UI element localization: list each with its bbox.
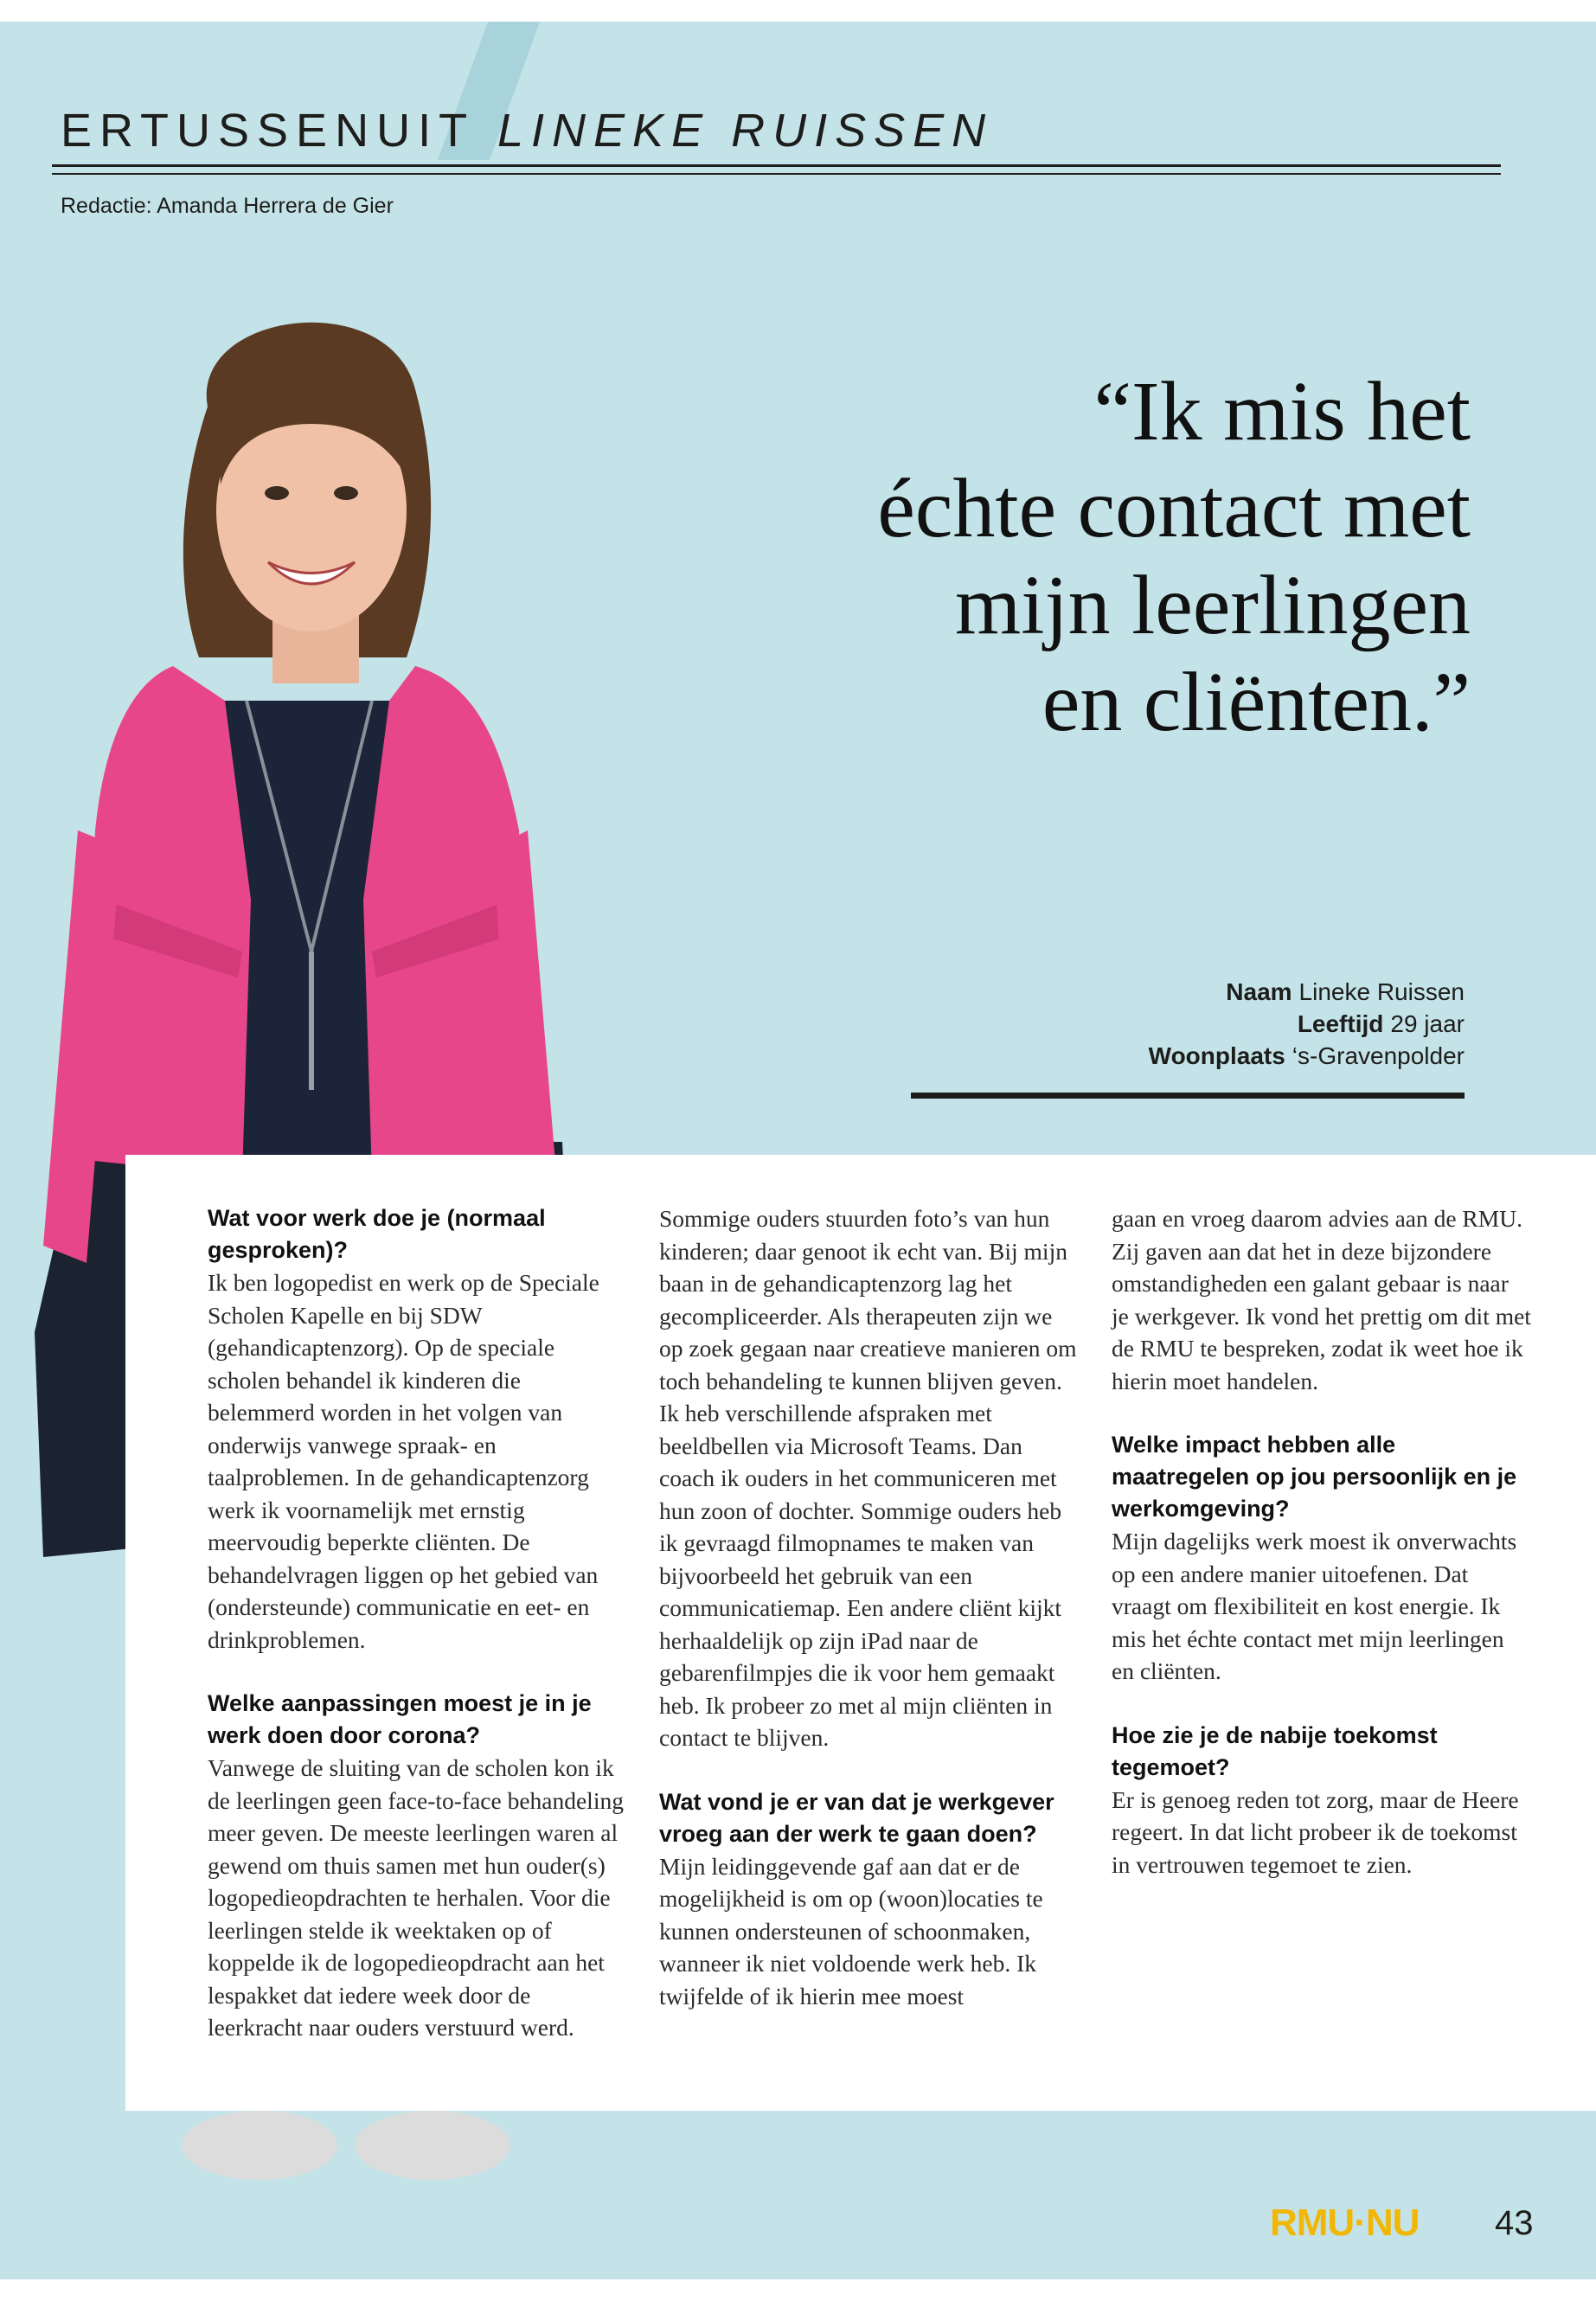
pull-quote-line: échte contact met — [877, 462, 1471, 555]
interview-question: Wat vond je er van dat je werkgever vroeg aan der werk te gaan doen? — [659, 1788, 1054, 1847]
section-title: ERTUSSENUIT — [61, 105, 476, 157]
interview-answer: Sommige ouders stuurden foto’s van hun kinderen; daar genoot ik echt van. Bij mijn baan in de gehandicaptenzorg lag het gecompliceerder. Als therapeuten zijn we op zoek gegaan naar creatieve manieren om toch behandeling te kunnen blijven geven. Ik heb verschillende afspraken met beeldbellen via Microsoft Teams. Dan coach ik ouders in het communiceren met hun zoon of dochter. Sommige ouders heb ik gevraagd filmopnames te maken van bijvoorbeeld het gebruik van een communicatiemap. Een andere cliënt kijkt herhaaldelijk op zijn iPad naar de gebarenfilmpjes die ik voor hem gemaakt heb. Ik probeer zo met al mijn cliënten in contact te blijven. — [659, 1205, 1077, 1751]
page-number: 43 — [1495, 2204, 1534, 2242]
profile-age-value: 29 jaar — [1390, 1010, 1465, 1037]
profile-residence-row — [1149, 1040, 1465, 1072]
pull-quote-line: mijn leerlingen — [955, 559, 1471, 652]
interview-question: Welke aanpassingen moest je in je werk doen door corona? — [208, 1690, 592, 1748]
interview-answer: gaan en vroeg daarom advies aan de RMU. Zij gaven aan dat het in deze bijzondere omstandigheden een galant gebaar is naar je werkgever. Ik vond het prettig om dit met de RMU te bespreken, zodat ik weet hoe ik hierin moet handelen. — [1112, 1205, 1531, 1394]
header-rule-thin — [52, 173, 1501, 175]
interview-answer: Ik ben logopedist en werk op de Speciale Scholen Kapelle en bij SDW (gehandicaptenzorg). Op de speciale scholen behandel ik kinderen die belemmerd worden in het volgen van onderwijs vanwege spraak- en taalproblemen. In de gehandicaptenzorg werk ik voornamelijk met ernstig meervoudig beperkte cliënten. De behandelvragen liggen op het gebied van (ondersteunde) communicatie en eet- en drinkproblemen. — [208, 1269, 599, 1653]
profile-rule — [911, 1093, 1465, 1099]
interviewee-name-header: LINEKE RUISSEN — [497, 105, 994, 157]
interview-question: Hoe zie je de nabije toekomst tegemoet? — [1112, 1721, 1438, 1780]
interview-answer: Mijn leidinggevende gaf aan dat er de mogelijkheid is om op (woon)locaties te kunnen ondersteunen of schoonmaken, wanneer ik niet voldoende werk heb. Ik twijfelde of ik hierin mee moest — [659, 1852, 1043, 2009]
section-header — [61, 104, 994, 157]
article-column-2 — [659, 1202, 1079, 2044]
rmu-nu-logo: RMU·NU — [1270, 2202, 1420, 2244]
interview-question: Welke impact hebben alle maatregelen op jou persoonlijk en je werkomgeving? — [1112, 1432, 1517, 1522]
interview-answer: Vanwege de sluiting van de scholen kon ik de leerlingen geen face-to-face behandeling meer geven. De meeste leerlingen waren al gewend om thuis samen met hun ouder(s) logopedieopdrachten te herhalen. Voor die leerlingen stelde ik weektaken op of koppelde ik de logopedieopdracht aan het lespakket dat iedere week door de leerkracht naar ouders verstuurd werd. — [208, 1754, 624, 2041]
profile-facts — [1149, 976, 1465, 1072]
pull-quote — [692, 363, 1471, 751]
pull-quote-line: “Ik mis het — [1093, 365, 1471, 458]
profile-residence-label: Woonplaats — [1148, 1042, 1285, 1069]
article-column-3 — [1112, 1202, 1531, 1913]
article-column-1 — [208, 1202, 627, 2076]
profile-age-row — [1149, 1008, 1465, 1040]
pull-quote-line: en cliënten.” — [1042, 656, 1471, 749]
profile-residence-value: ‘s-Gravenpolder — [1292, 1042, 1465, 1069]
profile-name-label: Naam — [1226, 978, 1292, 1005]
header-rule — [52, 164, 1501, 167]
profile-name-row — [1149, 976, 1465, 1008]
profile-age-label: Leeftijd — [1297, 1010, 1384, 1037]
profile-name-value: Lineke Ruissen — [1298, 978, 1465, 1005]
interview-answer: Mijn dagelijks werk moest ik onverwachts op een andere manier uitoefenen. Dat vraagt om flexibiliteit en kost energie. Ik mis het échte contact met mijn leerlingen en cliënten. — [1112, 1528, 1517, 1684]
interview-answer: Er is genoeg reden tot zorg, maar de Heere regeert. In dat licht probeer ik de toekomst in vertrouwen tegemoet te zien. — [1112, 1785, 1519, 1878]
interview-question: Wat voor werk doe je (normaal gesproken)? — [208, 1205, 546, 1263]
editor-credit: Redactie: Amanda Herrera de Gier — [61, 194, 394, 218]
